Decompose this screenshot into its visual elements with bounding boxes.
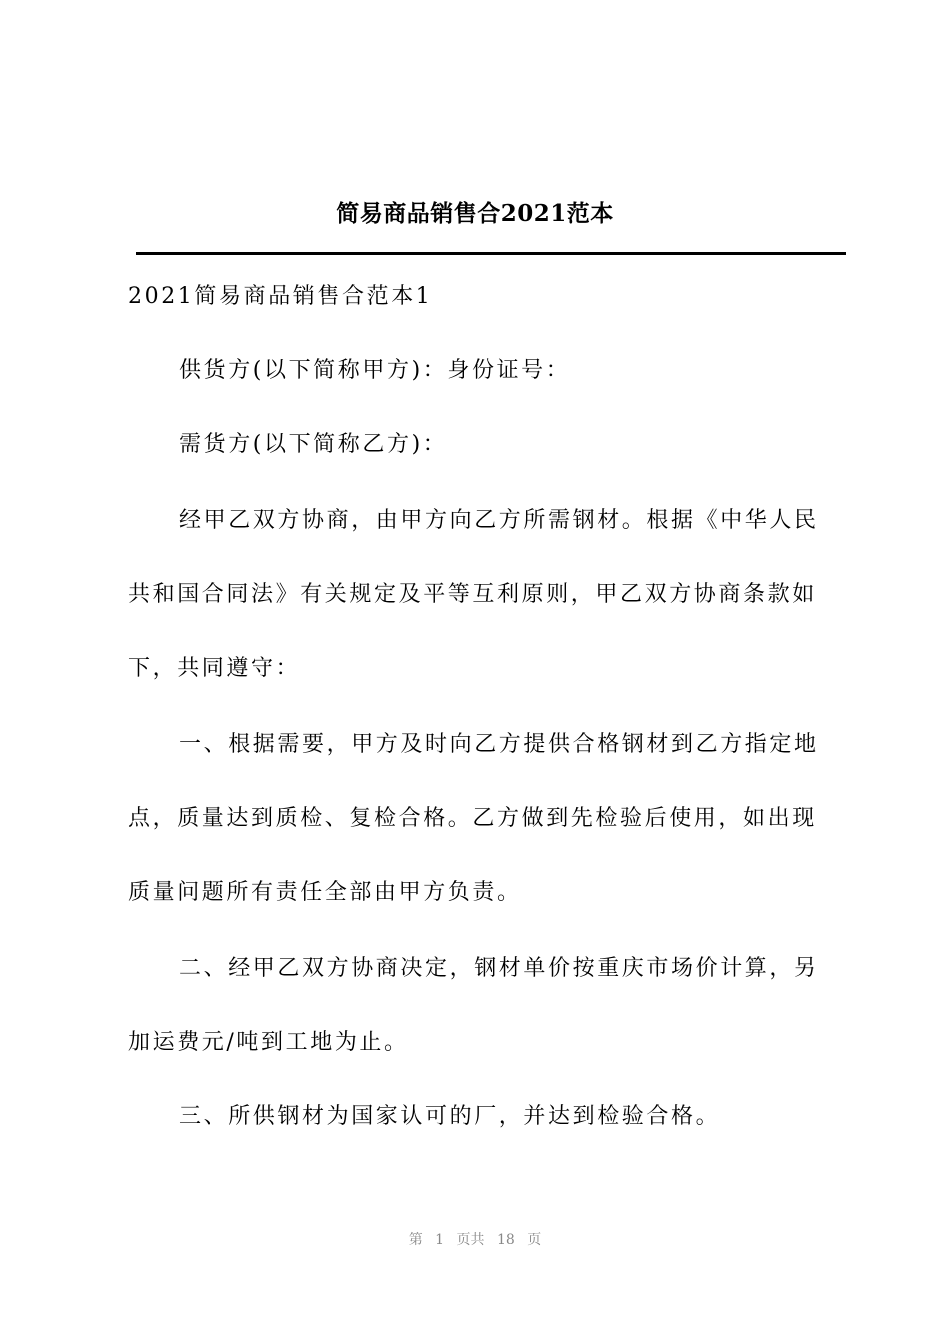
clause-2-line-1: 二、经甲乙双方协商决定，钢材单价按重庆市场价计算，另 bbox=[179, 956, 819, 981]
buyer-line: 需货方(以下简称乙方)： bbox=[179, 432, 448, 457]
clause-2-line-2: 加运费元/吨到工地为止。 bbox=[128, 1030, 409, 1055]
preamble-line-2: 共和国合同法》有关规定及平等互利原则，甲乙双方协商条款如 bbox=[128, 582, 817, 607]
title-underline bbox=[136, 252, 846, 255]
clause-1-line-2: 点，质量达到质检、复检合格。乙方做到先检验后使用，如出现 bbox=[128, 806, 817, 831]
page-footer: 第 1 页共 18 页 bbox=[408, 1232, 542, 1248]
clause-3-line-1: 三、所供钢材为国家认可的厂，并达到检验合格。 bbox=[179, 1104, 721, 1129]
preamble-line-3: 下，共同遵守： bbox=[128, 656, 301, 681]
preamble-line-1: 经甲乙双方协商，由甲方向乙方所需钢材。根据《中华人民 bbox=[179, 508, 819, 533]
section-heading: 2021简易商品销售合范本1 bbox=[128, 284, 433, 309]
clause-1-line-1: 一、根据需要，甲方及时向乙方提供合格钢材到乙方指定地 bbox=[179, 732, 819, 757]
clause-1-line-3: 质量问题所有责任全部由甲方负责。 bbox=[128, 880, 522, 905]
supplier-line: 供货方(以下简称甲方)：身份证号： bbox=[179, 358, 571, 383]
document-title: 简易商品销售合2021范本 bbox=[336, 200, 614, 227]
